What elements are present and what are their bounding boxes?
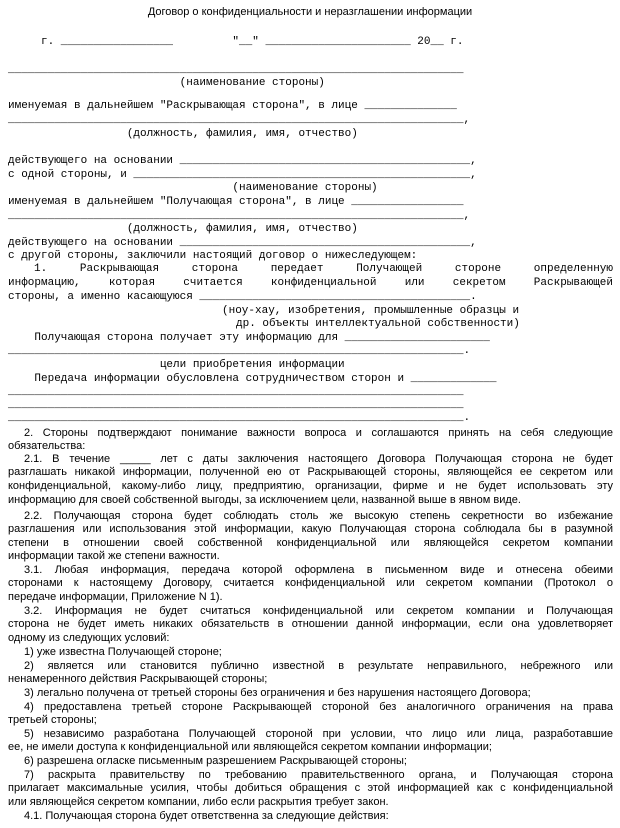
caption-ip-2: др. объекты интеллектуальной собственности) xyxy=(236,318,520,330)
clause-1-line-3: стороны, а именно касающуюся _________________________________________. xyxy=(8,291,477,303)
condition-1: 1) уже известна Получающей стороне; xyxy=(24,646,222,658)
purpose-blank: _____________________________________________________________________. xyxy=(8,345,471,357)
condition-7-line-1: 7) раскрыта правительству по требованию правительственного органа, и Получающая сторона xyxy=(24,769,613,781)
purpose-line: Получающая сторона получает эту информацию для ______________________ xyxy=(8,332,490,344)
cooperation-blank-2: _____________________________________________________________________ xyxy=(8,399,464,411)
para-2-2-line-1: 2.2. Получающая сторона будет соблюдать столь же высокую степень секретности во избежание xyxy=(24,510,613,522)
caption-purpose: цели приобретения информации xyxy=(8,359,345,371)
basis-line-2: действующего на основании ____________________________________________, xyxy=(8,237,477,249)
para-3-1-line-1: 3.1. Любая информация, передача которой оформлена в письменном виде и отнесена обеими xyxy=(24,564,613,576)
condition-2-line-2: ненамеренного действия Раскрывающей стороны; xyxy=(8,673,268,685)
basis-line: действующего на основании ____________________________________________, xyxy=(8,155,477,167)
receiving-rep-blank: _____________________________________________________________________, xyxy=(8,210,471,222)
condition-2-line-1: 2) является или становится публично известной в результате неправильного, небрежного или xyxy=(24,660,613,672)
cooperation-blank-1: _____________________________________________________________________ xyxy=(8,386,464,398)
caption-party-name-2: (наименование стороны) xyxy=(8,182,378,194)
document-title: Договор о конфиденциальности и неразглашении информации xyxy=(147,6,473,18)
para-4-1: 4.1. Получающая сторона будет ответственна за следующие действия: xyxy=(24,810,389,822)
disclosing-party-line: именуемая в дальнейшем "Раскрывающая сторона", в лице ______________ xyxy=(8,100,457,112)
para-3-1-line-3: передаче информации, Приложение N 1). xyxy=(8,591,223,603)
party-name-blank: _____________________________________________________________________ xyxy=(8,64,464,76)
para-3-1-line-2: сторонами к настоящему Договору, считается конфиденциальной или секретом компании (Протокол о xyxy=(8,577,613,589)
condition-5-line-1: 5) независимо разработана Получающей стороной при условии, что лицо или лица, разработавшие xyxy=(24,728,613,740)
second-party-line: с другой стороны, заключили настоящий договор о нижеследующем: xyxy=(8,250,418,262)
cooperation-blank-3: _____________________________________________________________________. xyxy=(8,412,471,424)
caption-ip-1: (ноу-хау, изобретения, промышленные образцы и xyxy=(222,305,520,317)
clause-1-line-1: 1. Раскрывающая сторона передает Получающей стороне определенную xyxy=(34,263,613,275)
condition-7-line-2: прилагает максимальные усилия, чтобы добиться обращения с этой информацией как с конфиденциальной xyxy=(8,782,613,794)
para-2-line-1: 2. Стороны подтверждают понимание важности вопроса и соглашаются принять на себя следующие xyxy=(24,427,613,439)
caption-party-name: (наименование стороны) xyxy=(8,77,325,89)
para-2-1-line-1: 2.1. В течение _____ лет с даты заключения настоящего Договора Получающая сторона не будет xyxy=(24,453,613,465)
condition-5-line-2: ее, не имели доступа к конфиденциальной или являющейся секретом компании информации; xyxy=(8,741,492,753)
caption-position-name: (должность, фамилия, имя, отчество) xyxy=(8,128,358,140)
para-2-2-line-3: степени в отношении своей собственной конфиденциальной или являющейся секретом компании xyxy=(8,537,613,549)
condition-4-line-1: 4) предоставлена третьей стороне Раскрывающей стороной без аналогичного ограничения на права xyxy=(24,701,613,713)
para-2-1-line-3: конфиденциальной, какому-либо лицу, предприятию, организации, фирме и не будет использовать эту xyxy=(8,480,613,492)
para-2-line-2: обязательства: xyxy=(8,440,86,452)
para-2-1-line-4: информацию для своей собственной выгоды, за исключением цели, названной выше в явном виде. xyxy=(8,494,521,506)
place-date-line: г. _________________ "__" ______________________ 20__ г. xyxy=(8,36,464,48)
condition-4-line-2: третьей стороны; xyxy=(8,714,97,726)
first-party-line: с одной стороны, и ___________________________________________________, xyxy=(8,169,477,181)
caption-position-name-2: (должность, фамилия, имя, отчество) xyxy=(8,223,358,235)
condition-3: 3) легально получена от третьей стороны без ограничения и без нарушения настоящего Договора; xyxy=(24,687,531,699)
cooperation-line: Передача информации обусловлена сотрудничеством сторон и _____________ xyxy=(8,373,497,385)
condition-6: 6) разрешена огласке письменным разрешением Раскрывающей стороны; xyxy=(24,755,407,767)
para-3-2-line-1: 3.2. Информация не будет считаться конфиденциальной или секретом компании и Получающая xyxy=(24,605,613,617)
para-2-2-line-2: разглашения или использования этой информации, какую Получающая сторона соблюдала бы в разумной xyxy=(8,523,613,535)
receiving-party-line: именуемая в дальнейшем "Получающая сторона", в лице _________________ xyxy=(8,196,464,208)
condition-7-line-3: или являющейся секретом компании, либо если раскрытия требует закон. xyxy=(8,796,389,808)
para-3-2-line-2: сторона не будет иметь никаких обязательств в отношении данной информации, если она удовлетворяет xyxy=(8,618,613,630)
disclosing-rep-blank: _____________________________________________________________________, xyxy=(8,114,471,126)
clause-1-line-2: информацию, которая считается конфиденциальной или секретом Раскрывающей xyxy=(8,277,613,289)
para-2-2-line-4: информации такой же степени важности. xyxy=(8,550,220,562)
para-2-1-line-2: разглашать никакой информации, полученной ею от Раскрывающей стороны, являющейся ее секретом или xyxy=(8,466,613,478)
para-3-2-line-3: одному из следующих условий: xyxy=(8,632,170,644)
